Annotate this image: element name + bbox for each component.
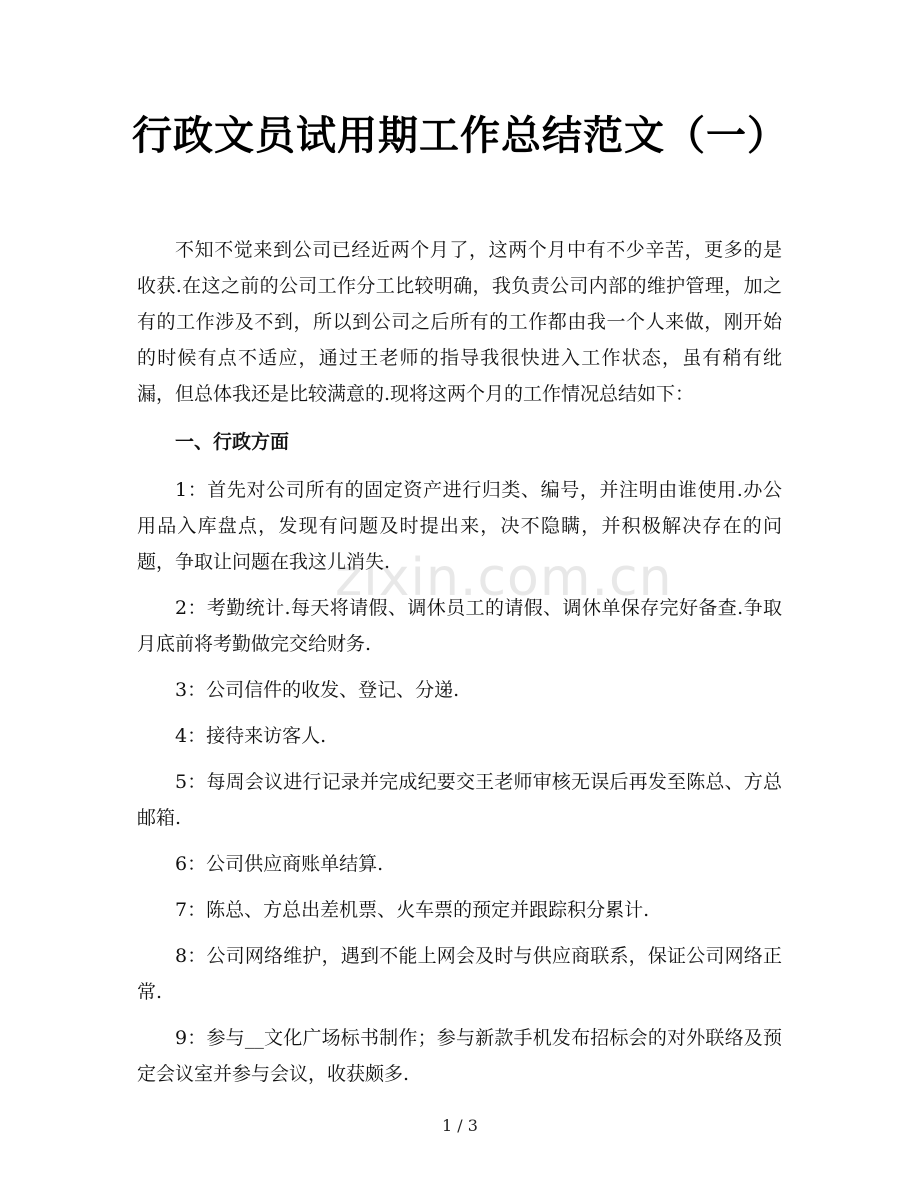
- page-number: 1 / 3: [442, 1116, 478, 1135]
- list-item: 4：接待来访客人.: [175, 725, 327, 747]
- list-item: 8：公司网络维护，遇到不能上网会及时与供应商联系，保证公司网络正常.: [137, 945, 782, 1003]
- list-item: 1：首先对公司所有的固定资产进行归类、编号，并注明由谁使用.办公用品入库盘点，发现有问题及时提出来，决不隐瞒，并积极解决存在的问题，争取让问题在我这儿消失.: [137, 479, 782, 573]
- document-body: [137, 232, 782, 1102]
- list-item: 6：公司供应商账单结算.: [175, 853, 384, 875]
- list-item: 5：每周会议进行记录并完成纪要交王老师审核无误后再发至陈总、方总邮箱.: [137, 771, 782, 829]
- section-heading: 一、行政方面: [175, 431, 290, 453]
- document-title: 行政文员试用期工作总结范文（一）: [132, 112, 788, 159]
- watermark: zixin.com.cn: [335, 548, 673, 608]
- list-item: 2：考勤统计.每天将请假、调休员工的请假、调休单保存完好备查.争取月底前将考勤做完交给财务.: [137, 597, 782, 655]
- list-item: 7：陈总、方总出差机票、火车票的预定并跟踪积分累计.: [175, 899, 650, 921]
- intro-paragraph: 不知不觉来到公司已经近两个月了，这两个月中有不少辛苦，更多的是收获.在这之前的公司工作分工比较明确，我负责公司内部的维护管理，加之有的工作涉及不到，所以到公司之后所有的工作都由我一个人来做，刚开始的时候有点不适应，通过王老师的指导我很快进入工作状态，虽有稍有纰漏，但总体我还是比较满意的.现将这两个月的工作情况总结如下：: [137, 239, 782, 405]
- list-item: 9：参与__文化广场标书制作；参与新款手机发布招标会的对外联络及预定会议室并参与会议，收获颇多.: [137, 1027, 782, 1085]
- list-item: 3：公司信件的收发、登记、分递.: [175, 679, 460, 701]
